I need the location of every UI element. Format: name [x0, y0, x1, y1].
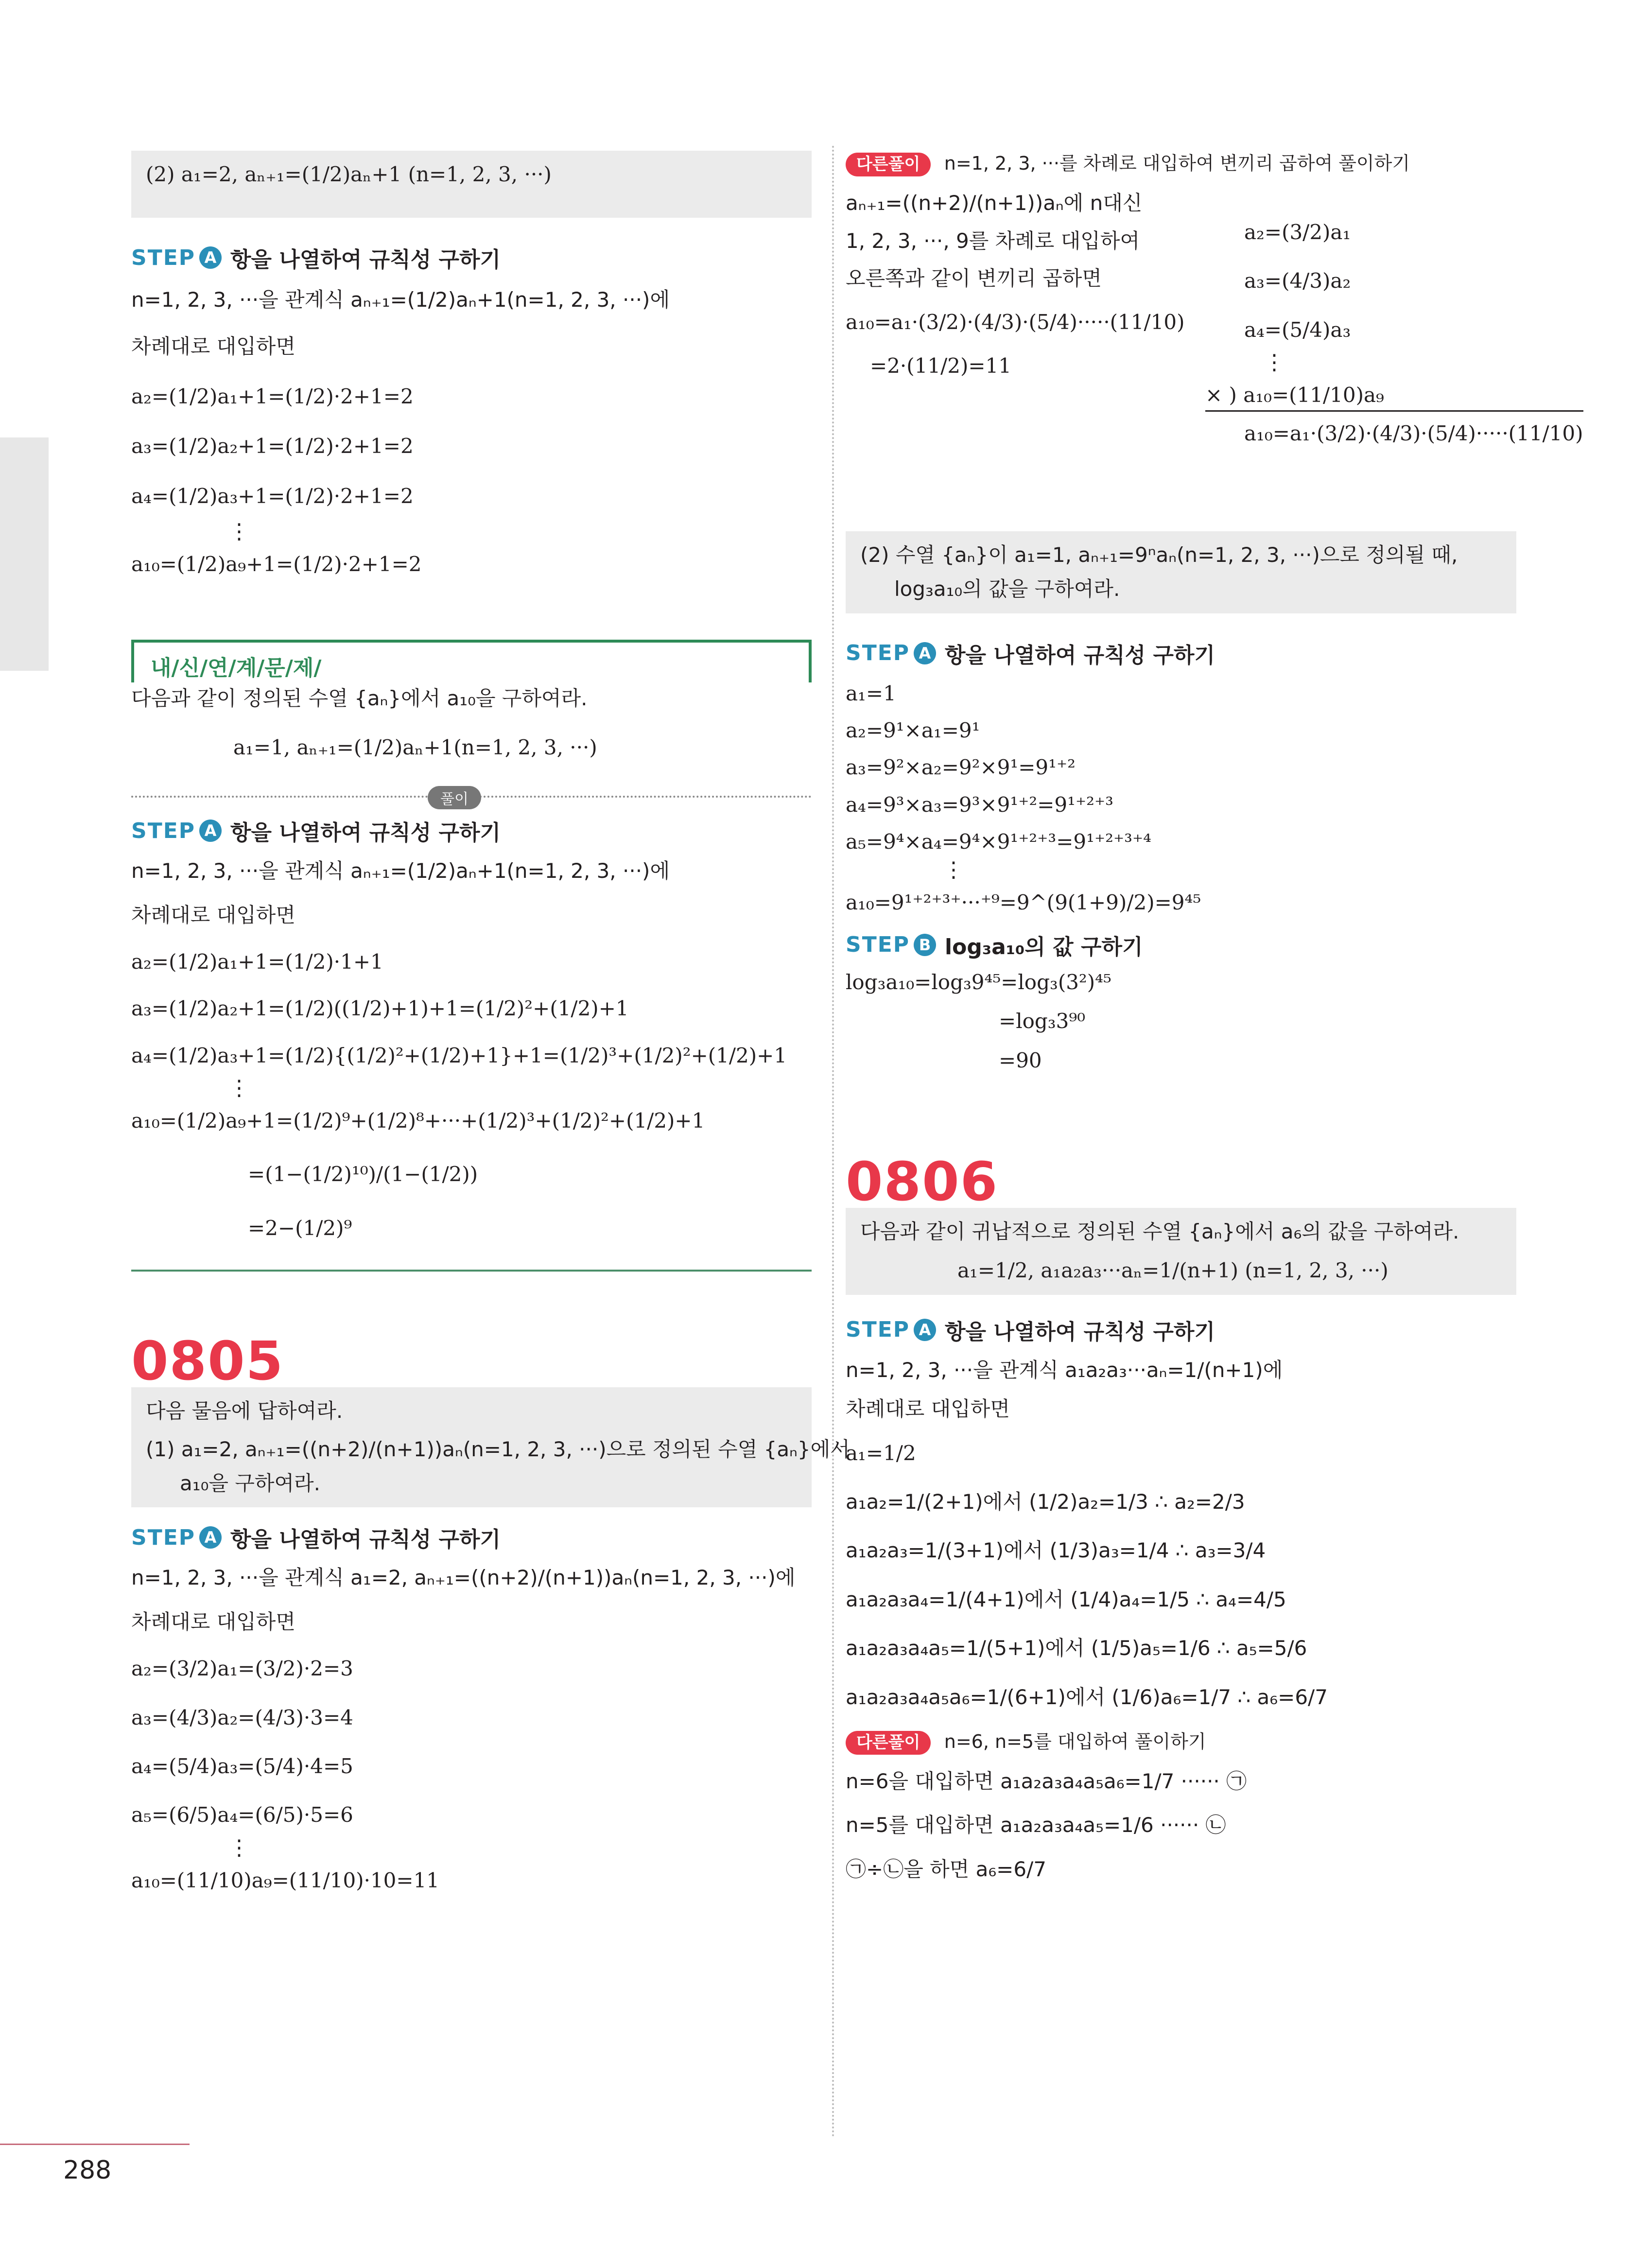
solution-label: 풀이 [428, 786, 481, 809]
problem-part2: (2) a₁=2, aₙ₊₁=(1/2)aₙ+1 (n=1, 2, 3, ···) [146, 162, 552, 186]
problem-intro: 다음 물음에 답하여라. [146, 1399, 343, 1423]
solution-line: log₃a₁₀=log₃9⁴⁵=log₃(3²)⁴⁵ [846, 970, 1111, 994]
page-number-rule [0, 2144, 190, 2145]
stack-line: a₂=(3/2)a₁ [1244, 220, 1351, 244]
solution-line: a₁₀=(11/10)a₉=(11/10)·10=11 [131, 1868, 440, 1892]
solution-line: 차례대로 대입하면 [846, 1397, 1010, 1421]
alt-solution-1 [846, 191, 1583, 502]
problem-formula: a₁=1/2, a₁a₂a₃···aₙ=1/(n+1) (n=1, 2, 3, ···) [957, 1258, 1389, 1283]
solution-line: a₁a₂a₃a₄a₅a₆=1/(6+1)에서 (1/6)a₆=1/7 ∴ a₆=6/7 [846, 1685, 1328, 1709]
solution-line: a₁a₂a₃a₄=1/(4+1)에서 (1/4)a₄=1/5 ∴ a₄=4/5 [846, 1587, 1286, 1611]
alt-solution-header [846, 1729, 1516, 1755]
vertical-ellipsis: ⋮ [228, 1835, 250, 1860]
step-b-badge: B [914, 934, 936, 956]
problem-part1-cont: a₁₀을 구하여라. [180, 1471, 320, 1496]
problem-0805-box [131, 1387, 850, 1507]
solution-line: =log₃3⁹⁰ [999, 1009, 1086, 1033]
stack-line: a₄=(5/4)a₃ [1244, 317, 1351, 342]
alt-solution-header [846, 151, 1516, 176]
alt-line: 오른쪽과 같이 변끼리 곱하면 [846, 266, 1102, 290]
solution-line: a₄=9³×a₃=9³×9¹⁺²=9¹⁺²⁺³ [846, 792, 1113, 817]
page-number: 288 [63, 2156, 112, 2185]
step-a-heading: STEP A 항을 나열하여 규칙성 구하기 [131, 1525, 501, 1553]
right-column [846, 146, 1583, 1882]
vertical-ellipsis: ⋮ [228, 1076, 250, 1101]
stack-line: a₃=(4/3)a₂ [1244, 269, 1351, 293]
p0806-solution [846, 1358, 1516, 1710]
solution-line: n=1, 2, 3, ···을 관계식 a₁=2, aₙ₊₁=((n+2)/(n+1))aₙ(n=1, 2, 3, ···)에 [131, 1566, 796, 1590]
solution-line: a₅=(6/5)a₄=(6/5)·5=6 [131, 1803, 353, 1827]
solution-line: =(1−(1/2)¹⁰)/(1−(1/2)) [248, 1162, 478, 1186]
solution-line: a₁a₂a₃=1/(3+1)에서 (1/3)a₃=1/4 ∴ a₃=3/4 [846, 1538, 1266, 1563]
part2-question-cont: log₃a₁₀의 값을 구하여라. [894, 577, 1120, 601]
solution-line: a₁a₂=1/(2+1)에서 (1/2)a₂=1/3 ∴ a₂=2/3 [846, 1490, 1245, 1514]
step-a-heading: STEP A 항을 나열하여 규칙성 구하기 [846, 1317, 1215, 1344]
problem-number-0805: 0805 [131, 1330, 284, 1393]
multiplication-stack [1205, 220, 1583, 446]
solution-line: a₁a₂a₃a₄a₅=1/(5+1)에서 (1/5)a₅=1/6 ∴ a₅=5/6 [846, 1636, 1307, 1660]
step-a-badge: A [199, 246, 222, 269]
solution-line: a₂=9¹×a₁=9¹ [846, 718, 980, 742]
naesin-title: 내/신/연/계/문/제/ [151, 656, 322, 681]
solution-line: a₁=1 [846, 681, 896, 705]
alt-line: n=6을 대입하면 a₁a₂a₃a₄a₅a₆=1/7 ······ ㉠ [846, 1769, 1247, 1793]
solution-line: a₃=(1/2)a₂+1=(1/2)((1/2)+1)+1=(1/2)²+(1/2)+1 [131, 996, 629, 1021]
part2-box [846, 531, 1516, 613]
naesin-question: 다음과 같이 정의된 수열 {aₙ}에서 a₁₀을 구하여라. [131, 686, 588, 711]
alt-solution-2 [846, 1769, 1516, 1882]
alt-line: ㉠÷㉡을 하면 a₆=6/7 [846, 1857, 1046, 1881]
solution-line: a₂=(3/2)a₁=(3/2)·2=3 [131, 1657, 353, 1681]
vertical-ellipsis: ⋮ [1264, 349, 1285, 375]
naesin-solution [131, 859, 812, 1240]
part2-solution [846, 681, 1516, 915]
solution-line: a₂=(1/2)a₁+1=(1/2)·2+1=2 [131, 384, 414, 408]
alt-line: 1, 2, 3, ···, 9를 차례로 대입하여 [846, 229, 1140, 253]
stack-product: a₁₀=a₁·(3/2)·(4/3)·(5/4)·····(11/10) [1244, 421, 1583, 446]
problem-part1: (1) a₁=2, aₙ₊₁=((n+2)/(n+1))aₙ(n=1, 2, 3, ···)으로 정의된 수열 {aₙ}에서 [146, 1437, 850, 1461]
p0805-solution [131, 1566, 812, 1893]
step-b-heading: STEP B log₃a₁₀의 값 구하기 [846, 929, 1516, 960]
step-a-heading: STEP A 항을 나열하여 규칙성 구하기 [131, 818, 501, 846]
step-a-title: 항을 나열하여 규칙성 구하기 [230, 247, 501, 272]
solution-line: 차례대로 대입하면 [131, 1609, 295, 1634]
naesin-box [131, 640, 812, 682]
part2-solution [131, 288, 812, 576]
problem-question: 다음과 같이 귀납적으로 정의된 수열 {aₙ}에서 a₆의 값을 구하여라. [860, 1220, 1459, 1244]
alt-solution-label: 다른풀이 [846, 1731, 931, 1755]
solution-line: a₃=9²×a₂=9²×9¹=9¹⁺² [846, 755, 1076, 780]
solution-divider [131, 789, 812, 808]
vertical-ellipsis: ⋮ [943, 857, 964, 882]
problem-part2-box [131, 151, 812, 218]
column-divider [832, 146, 834, 2139]
solution-line: 차례대로 대입하면 [131, 903, 295, 927]
solution-line: a₄=(1/2)a₃+1=(1/2)·2+1=2 [131, 484, 414, 508]
solution-line: a₁=1/2 [846, 1441, 916, 1465]
left-column [131, 146, 850, 1893]
side-chapter-tab [0, 437, 49, 671]
solution-line: 차례대로 대입하면 [131, 334, 295, 359]
alt-line: =2·(11/2)=11 [870, 354, 1011, 378]
solution-line: a₁₀=(1/2)a₉+1=(1/2)⁹+(1/2)⁸+···+(1/2)³+(1/2)²+(1/2)+1 [131, 1109, 705, 1133]
vertical-ellipsis: ⋮ [228, 519, 250, 544]
part2-question: (2) 수열 {aₙ}이 a₁=1, aₙ₊₁=9ⁿaₙ(n=1, 2, 3, ···)으로 정의될 때, [860, 542, 1458, 567]
step-word: STEP [131, 245, 196, 270]
solution-line: a₁₀=9¹⁺²⁺³⁺···⁺⁹=9^(9(1+9)/2)=9⁴⁵ [846, 890, 1201, 914]
solution-line: a₅=9⁴×a₄=9⁴×9¹⁺²⁺³=9¹⁺²⁺³⁺⁴ [846, 830, 1151, 854]
step-b-title: log₃a₁₀의 값 구하기 [945, 934, 1143, 960]
alt-solution-title: n=1, 2, 3, ···를 차례로 대입하여 변끼리 곱하여 풀이하기 [944, 153, 1410, 174]
alt-line: aₙ₊₁=((n+2)/(n+1))aₙ에 n대신 [846, 191, 1143, 215]
alt-solution-label: 다른풀이 [846, 153, 931, 176]
stack-line: × ) a₁₀=(11/10)a₉ [1205, 383, 1583, 412]
solution-line: =2−(1/2)⁹ [248, 1216, 352, 1240]
solution-line: a₁₀=(1/2)a₉+1=(1/2)·2+1=2 [131, 552, 422, 576]
problem-0806-box [846, 1208, 1516, 1295]
solution-line: a₄=(1/2)a₃+1=(1/2){(1/2)²+(1/2)+1}+1=(1/2)³+(1/2)²+(1/2)+1 [131, 1043, 787, 1067]
solution-line: a₂=(1/2)a₁+1=(1/2)·1+1 [131, 949, 383, 974]
solution-line: n=1, 2, 3, ···을 관계식 aₙ₊₁=(1/2)aₙ+1(n=1, 2, 3, ···)에 [131, 288, 670, 312]
naesin-formula: a₁=1, aₙ₊₁=(1/2)aₙ+1(n=1, 2, 3, ···) [233, 735, 597, 759]
solution-line: a₃=(4/3)a₂=(4/3)·3=4 [131, 1705, 353, 1729]
alt-line: a₁₀=a₁·(3/2)·(4/3)·(5/4)·····(11/10) [846, 310, 1185, 334]
solution-line: n=1, 2, 3, ···을 관계식 a₁a₂a₃···aₙ=1/(n+1)에 [846, 1358, 1283, 1382]
solution-line: =90 [999, 1048, 1042, 1072]
step-b-solution [846, 970, 1516, 1073]
alt-solution-title: n=6, n=5를 대입하여 풀이하기 [944, 1731, 1206, 1752]
problem-number-0806: 0806 [846, 1151, 999, 1213]
alt-line: n=5를 대입하면 a₁a₂a₃a₄a₅=1/6 ······ ㉡ [846, 1813, 1226, 1837]
solution-line: a₄=(5/4)a₃=(5/4)·4=5 [131, 1754, 353, 1778]
step-a-heading [131, 242, 812, 273]
step-a-heading: STEP A 항을 나열하여 규칙성 구하기 [846, 641, 1215, 668]
solution-line: n=1, 2, 3, ···을 관계식 aₙ₊₁=(1/2)aₙ+1(n=1, 2, 3, ···)에 [131, 859, 670, 883]
solution-line: a₃=(1/2)a₂+1=(1/2)·2+1=2 [131, 434, 414, 458]
